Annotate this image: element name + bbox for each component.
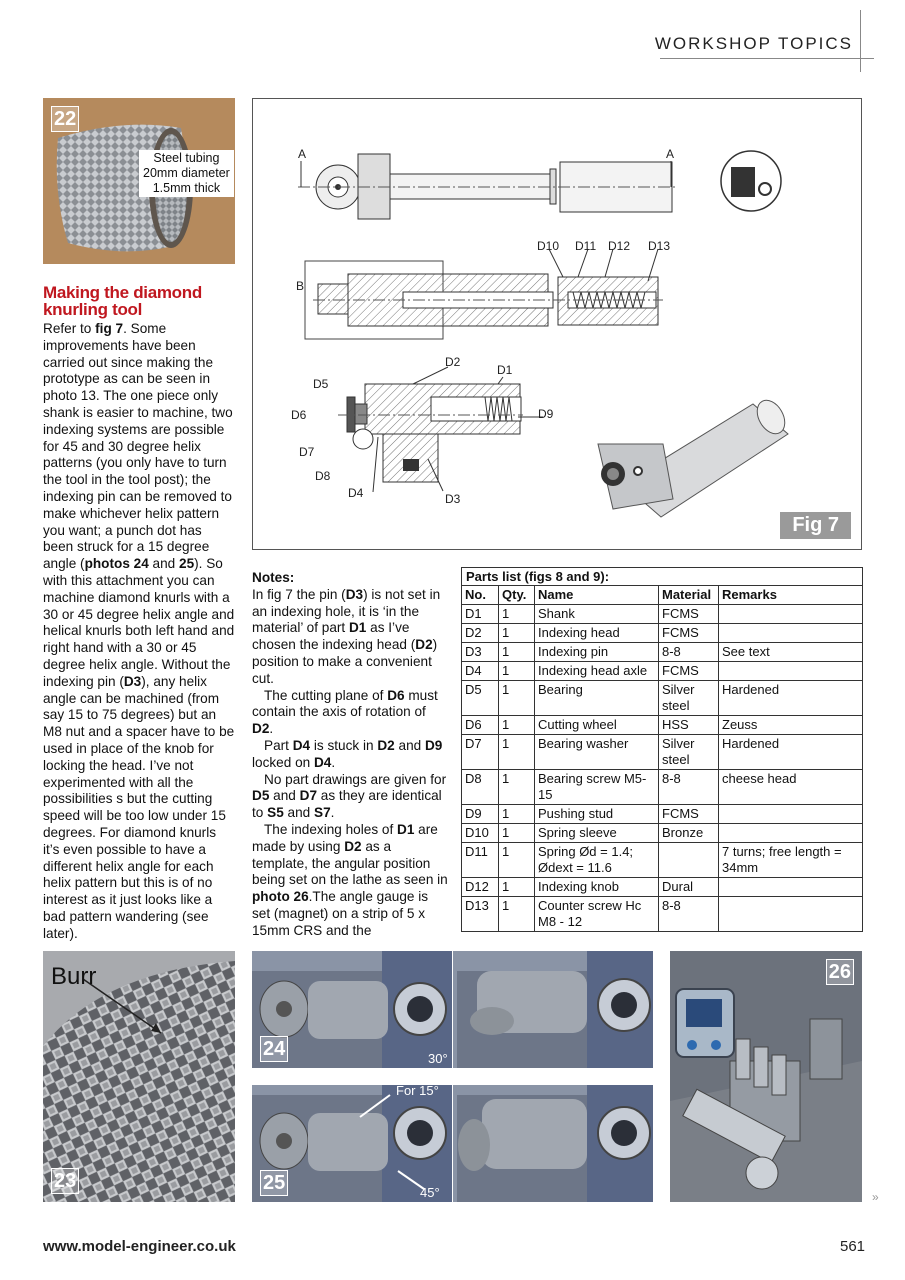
notes-paragraph: [252, 772, 448, 822]
photo-number: 26: [826, 959, 854, 985]
callout-d11: D11: [575, 239, 597, 253]
article-column: [43, 284, 235, 942]
angle-label: 30°: [428, 1051, 448, 1066]
table-cell: D2: [462, 624, 499, 643]
table-cell: 1: [499, 878, 535, 897]
notes-text: .: [331, 754, 336, 770]
table-cell: 1: [499, 824, 535, 843]
notes-title: Notes:: [252, 570, 295, 585]
table-row: [462, 897, 863, 932]
indexing-head-illustration: [252, 1085, 653, 1202]
angle-gauge-illustration: [670, 951, 862, 1202]
table-row: [462, 681, 863, 716]
table-cell: [719, 605, 863, 624]
notes-body: [252, 587, 448, 940]
article-body: [43, 321, 235, 942]
table-cell: D5: [462, 681, 499, 716]
section-view: [305, 249, 663, 339]
table-cell: HSS: [659, 716, 719, 735]
table-cell: 1: [499, 716, 535, 735]
angle-label: 45°: [420, 1185, 440, 1200]
table-cell: Spring Ød = 1.4; Ødext = 11.6: [535, 843, 659, 878]
article-text: ). So with this attachment you can machine diamond knurls with a 30 or 45 degree helix angle and helical knurls both left hand and right hand with a 30 or 45 degree helix angle. Without the indexing pin (: [43, 556, 235, 689]
notes-text: Part: [264, 737, 293, 753]
article-text: photos 24: [84, 556, 149, 572]
table-row: [462, 824, 863, 843]
article-text: . Some improvements have been carried out since making the prototype as can be seen in photo 13. The one piece only shank is easier to machine, two indexing systems are possible for 45 and 30 degree helix patterns (you only have to turn the tool in the tool post); the indexing pin can be removed to make whichever helix pattern you want; a punch dot has been struck for a 15 degree angle (: [43, 321, 233, 572]
column-header: Qty.: [499, 586, 535, 605]
callout-d5: D5: [313, 377, 329, 391]
notes-text: .The angle gauge is set (magnet) on a strip of 5 x 15mm CRS and the: [252, 889, 429, 938]
table-cell: Pushing stud: [535, 805, 659, 824]
notes-text: locked on: [252, 754, 314, 770]
callout-d8: D8: [315, 469, 331, 483]
table-cell: Bronze: [659, 824, 719, 843]
table-cell: 1: [499, 681, 535, 716]
table-row: [462, 643, 863, 662]
table-cell: 1: [499, 897, 535, 932]
photo-24-indexing-30: [252, 951, 653, 1068]
table-cell: D7: [462, 735, 499, 770]
table-cell: [719, 878, 863, 897]
notes-text: must contain the axis of rotation of: [252, 687, 438, 720]
notes-text: D2: [252, 721, 270, 737]
table-cell: [719, 805, 863, 824]
technical-drawing: [253, 99, 863, 551]
table-cell: [719, 897, 863, 932]
notes-text: as I’ve chosen the indexing head (: [252, 620, 416, 653]
callout-d6: D6: [291, 408, 307, 422]
table-cell: D11: [462, 843, 499, 878]
notes-text: S5: [267, 805, 284, 821]
table-cell: FCMS: [659, 662, 719, 681]
table-row: [462, 843, 863, 878]
table-cell: Zeuss: [719, 716, 863, 735]
table-cell: FCMS: [659, 605, 719, 624]
photo-number: 24: [260, 1036, 288, 1062]
notes-text: D1: [348, 620, 367, 636]
3d-render: [598, 395, 790, 517]
callout-d12: D12: [608, 239, 631, 253]
notes-text: ) position to make a convenient cut.: [252, 637, 438, 686]
table-cell: [719, 624, 863, 643]
photo-23-burr: [43, 951, 235, 1202]
table-cell: Hardened: [719, 735, 863, 770]
callout-d2: D2: [445, 355, 461, 369]
article-text: 25: [179, 556, 195, 572]
column-header: Remarks: [719, 586, 863, 605]
table-row: [462, 805, 863, 824]
table-cell: 8-8: [659, 770, 719, 805]
section-marker-a: A: [666, 147, 675, 161]
notes-text: D2: [415, 637, 433, 653]
table-cell: D9: [462, 805, 499, 824]
section-marker-a: A: [298, 147, 307, 161]
indexing-head-illustration: [252, 951, 653, 1068]
callout-d4: D4: [348, 486, 364, 500]
notes-text: The cutting plane of: [264, 687, 388, 703]
table-cell: [719, 662, 863, 681]
table-cell: D10: [462, 824, 499, 843]
header-divider: [860, 10, 861, 72]
table-cell: Silver steel: [659, 735, 719, 770]
detail-marker-b: B: [296, 279, 305, 293]
table-cell: Indexing pin: [535, 643, 659, 662]
notes-text: ) is not set in an indexing hole, it is ‘in the material’ of part: [252, 586, 441, 636]
article-text: Refer to: [43, 321, 96, 336]
next-page-arrow-icon: »: [872, 1190, 879, 1204]
table-cell: [719, 824, 863, 843]
notes-text: D1: [397, 821, 415, 837]
notes-text: D5: [252, 788, 270, 804]
notes-column: [252, 570, 448, 940]
notes-text: D2: [377, 737, 395, 753]
notes-text: D9: [424, 737, 443, 753]
pointer-label: For 15°: [396, 1085, 439, 1098]
table-cell: Bearing washer: [535, 735, 659, 770]
table-cell: Bearing: [535, 681, 659, 716]
table-header-row: [462, 586, 863, 605]
notes-text: .: [269, 721, 274, 737]
header-rule: [660, 58, 874, 59]
table-cell: 1: [499, 605, 535, 624]
section-header: WORKSHOP TOPICS: [654, 34, 853, 53]
table-cell: 8-8: [659, 643, 719, 662]
table-cell: D1: [462, 605, 499, 624]
photo-26-angle-gauge: [670, 951, 862, 1202]
column-header: Material: [659, 586, 719, 605]
callout-d13: D13: [648, 239, 671, 253]
burr-label: Burr: [51, 963, 97, 990]
parts-list-table: [461, 567, 863, 932]
callout-d10: D10: [537, 239, 560, 253]
notes-text: and: [269, 788, 300, 804]
figure-7: [252, 98, 862, 550]
table-cell: D8: [462, 770, 499, 805]
notes-paragraph: [252, 688, 448, 738]
table-cell: Cutting wheel: [535, 716, 659, 735]
callout-d9: D9: [538, 407, 554, 421]
table-cell: 1: [499, 805, 535, 824]
table-row: [462, 716, 863, 735]
table-cell: Indexing head axle: [535, 662, 659, 681]
table-cell: cheese head: [719, 770, 863, 805]
table-cell: 8-8: [659, 897, 719, 932]
table-cell: 1: [499, 624, 535, 643]
article-heading: Making the diamond knurling tool: [43, 283, 202, 319]
notes-text: D3: [345, 586, 364, 602]
table-cell: Counter screw Hc M8 - 12: [535, 897, 659, 932]
callout-d3: D3: [445, 492, 461, 506]
photo-number: 22: [51, 106, 79, 132]
notes-text: .: [330, 805, 335, 821]
table-cell: Spring sleeve: [535, 824, 659, 843]
table-cell: Hardened: [719, 681, 863, 716]
caption-line: 20mm diameter: [143, 166, 230, 180]
notes-text: are made by using: [252, 821, 438, 854]
table-cell: 1: [499, 643, 535, 662]
notes-paragraph: [252, 822, 448, 940]
notes-text: D4: [292, 737, 311, 753]
photo-25-indexing-45: [252, 1085, 653, 1202]
column-header: Name: [535, 586, 659, 605]
table-cell: 7 turns; free length = 34mm: [719, 843, 863, 878]
table-cell: D4: [462, 662, 499, 681]
table-row: [462, 878, 863, 897]
table-cell: See text: [719, 643, 863, 662]
table-cell: 1: [499, 662, 535, 681]
callout-d7: D7: [299, 445, 315, 459]
caption-line: Steel tubing: [153, 151, 220, 165]
table-row: [462, 735, 863, 770]
article-text: ), any helix angle can be machined (from say 15 to 75 degrees) but an M8 nut and a spacer have to be used in place of the knob for locking the head. I’ve not experimented with all the possibilities s but the cutting speed will be too low under 15 degrees. For diamond knurls it’s even possible to have a different helix angle for each helix pattern but this is of no interest as it just looks like a bad pattern wandering (see later).: [43, 673, 235, 941]
notes-text: as a template, the angular position being set on the lathe as seen in: [252, 838, 448, 888]
table-cell: Silver steel: [659, 681, 719, 716]
detail-view-b: [338, 367, 543, 492]
notes-text: as they are identical to: [252, 788, 442, 821]
table-cell: Shank: [535, 605, 659, 624]
notes-text: D4: [313, 754, 332, 770]
top-view: [298, 151, 781, 219]
table-cell: D6: [462, 716, 499, 735]
photo-number: 23: [51, 1168, 79, 1194]
notes-text: S7: [314, 805, 331, 821]
table-cell: D12: [462, 878, 499, 897]
article-text: fig 7: [95, 321, 124, 336]
table-cell: Dural: [659, 878, 719, 897]
table-cell: 1: [499, 770, 535, 805]
caption-line: 1.5mm thick: [152, 181, 221, 195]
notes-text: No part drawings are given for: [264, 771, 447, 787]
notes-text: The indexing holes of: [264, 821, 398, 837]
page-number: 561: [840, 1238, 866, 1255]
notes-text: and: [283, 805, 314, 821]
table-cell: Bearing screw M5-15: [535, 770, 659, 805]
table-cell: [659, 843, 719, 878]
table-cell: D13: [462, 897, 499, 932]
notes-text: photo 26: [252, 889, 309, 905]
table-cell: Indexing head: [535, 624, 659, 643]
footer-website[interactable]: www.model-engineer.co.uk: [43, 1238, 236, 1255]
notes-text: D2: [344, 838, 362, 854]
article-text: and: [148, 556, 180, 572]
table-row: [462, 770, 863, 805]
notes-text: D7: [299, 788, 318, 804]
photo-number: 25: [260, 1170, 288, 1196]
table-cell: Indexing knob: [535, 878, 659, 897]
table-cell: 1: [499, 843, 535, 878]
table-cell: 1: [499, 735, 535, 770]
notes-text: D6: [387, 687, 405, 703]
notes-paragraph: [252, 587, 448, 688]
notes-text: is stuck in: [310, 737, 378, 753]
table-row: [462, 624, 863, 643]
table-row: [462, 662, 863, 681]
notes-paragraph: [252, 738, 448, 772]
table-row: [462, 605, 863, 624]
notes-text: and: [394, 737, 425, 753]
photo-caption-label: [139, 150, 234, 197]
figure-label: Fig 7: [780, 512, 851, 539]
article-text: D3: [123, 673, 142, 689]
callout-d1: D1: [497, 363, 513, 377]
table-cell: FCMS: [659, 805, 719, 824]
table-cell: D3: [462, 643, 499, 662]
column-header: No.: [462, 586, 499, 605]
photo-22-steel-tubing: [43, 98, 235, 264]
notes-text: In fig 7 the pin (: [252, 586, 346, 602]
parts-list-caption: Parts list (figs 8 and 9):: [461, 567, 863, 585]
table-cell: FCMS: [659, 624, 719, 643]
